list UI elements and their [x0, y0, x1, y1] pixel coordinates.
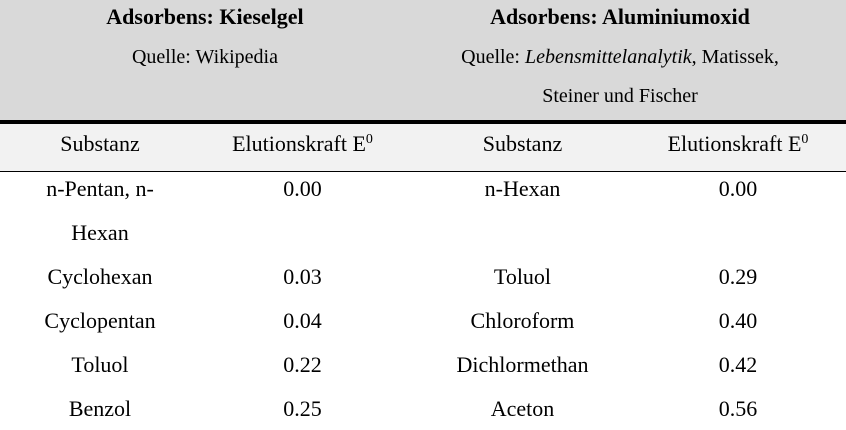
left-group-title: Adsorbens: Kieselgel: [106, 4, 304, 29]
right-row-value: 0.42: [718, 352, 758, 377]
left-strength-header-text: Elutionskraft E: [232, 131, 366, 156]
right-source-prefix: Quelle:: [461, 46, 525, 68]
right-row-value: 0.00: [718, 176, 758, 201]
right-source-book-title: Lebensmittelanalytik: [525, 46, 692, 68]
left-row-value: 0.00: [283, 176, 322, 201]
left-row-value: 0.03: [283, 264, 322, 289]
left-row-value: 0.25: [283, 396, 322, 421]
left-row-substance: Toluol: [71, 352, 129, 377]
left-group-source: Quelle: Wikipedia: [131, 46, 278, 68]
right-row-substance: n-Hexan: [484, 176, 561, 201]
left-row-substance: n-Pentan, n-Hexan: [46, 176, 154, 245]
right-strength-header-text: Elutionskraft E: [667, 131, 802, 156]
right-row-substance: Aceton: [490, 396, 555, 421]
right-row-substance: Chloroform: [470, 308, 575, 333]
right-group-source: [420, 38, 820, 77]
left-row-substance: Cyclohexan: [47, 264, 153, 289]
left-substance-header: Substanz: [60, 131, 140, 156]
right-group-title: Adsorbens: Aluminiumoxid: [490, 4, 750, 29]
left-row-substance: Benzol: [68, 396, 132, 421]
right-row-value: 0.29: [718, 264, 758, 289]
right-source-authors: , Matissek,: [691, 46, 779, 68]
right-group-source-line2: Steiner und Fischer: [542, 85, 698, 107]
left-row-value: 0.04: [283, 308, 322, 333]
right-strength-header: [630, 124, 846, 164]
right-row-substance: Dichlormethan: [456, 352, 589, 377]
right-substance-header: Substanz: [482, 131, 563, 156]
left-row-substance: Cyclopentan: [44, 308, 156, 333]
right-row-substance: Toluol: [493, 264, 552, 289]
right-row-value: 0.40: [718, 308, 758, 333]
left-strength-header: [200, 124, 405, 164]
left-row-value: 0.22: [283, 352, 322, 377]
right-row-value: 0.56: [718, 396, 758, 421]
right-strength-header-sup: 0: [801, 132, 809, 147]
left-strength-header-sup: 0: [365, 132, 373, 147]
